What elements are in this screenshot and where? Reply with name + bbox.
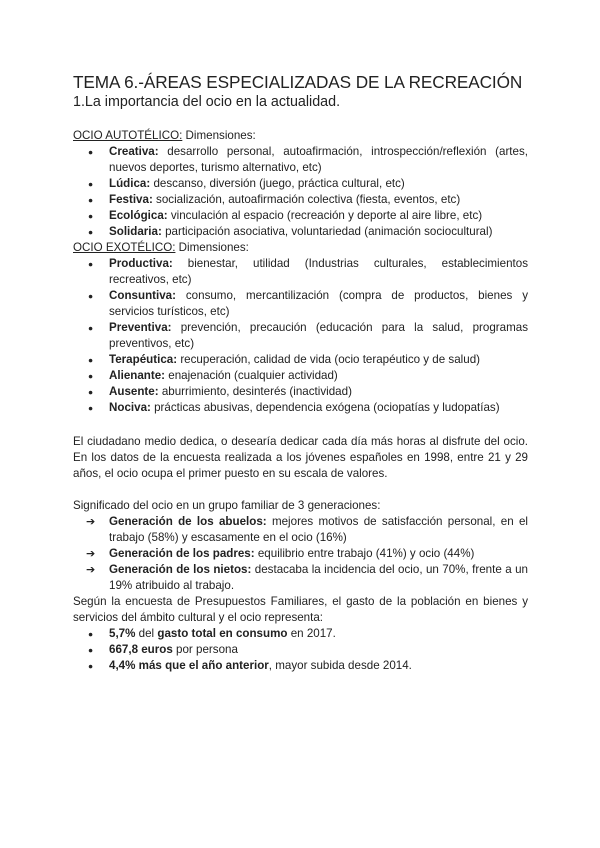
list-item: ● Ecológica: vinculación al espacio (recreación y deporte al aire libre, etc) (88, 209, 483, 222)
list-item: ● Solidaria: participación asociativa, voluntariedad (animación sociocultural) (88, 225, 493, 238)
bullet-icon: ● (88, 355, 94, 365)
list-item: ● 4,4% más que el año anterior, mayor subida desde 2014. (88, 659, 412, 672)
bullet-icon: ● (88, 387, 94, 397)
bullet-icon: ● (88, 195, 94, 205)
bullet-icon: ● (88, 323, 94, 333)
list-item: ● Terapéutica: recuperación, calidad de vida (ocio terapéutico y de salud) (88, 353, 480, 366)
list-item: ➔ Generación de los nietos: destacaba la incidencia del ocio, un 70%, frente a un 19% atribuido al trabajo. (86, 563, 528, 592)
exotelico-heading: OCIO EXOTÉLICO: Dimensiones: (73, 241, 249, 254)
exotelico-list (73, 256, 528, 416)
bullet-icon: ● (88, 227, 94, 237)
arrow-right-icon: ➔ (86, 564, 96, 576)
arrow-right-icon: ➔ (86, 548, 96, 560)
bullet-icon: ● (88, 403, 94, 413)
page-title: TEMA 6.-ÁREAS ESPECIALIZADAS DE LA RECREACIÓN (73, 72, 523, 92)
paragraph-jovenes (73, 434, 528, 482)
list-item: ➔ Generación de los abuelos: mejores motivos de satisfacción personal, en el trabajo (58%) y escasamente en el ocio (16%) (86, 515, 528, 544)
body-paragraph: Según la encuesta de Presupuestos Familiares, el gasto de la población en bienes y servicios del ámbito cultural y el ocio representa: (73, 595, 528, 624)
bullet-icon: ● (88, 211, 94, 221)
bullet-icon: ● (88, 629, 94, 639)
list-item: ● Festiva: socialización, autoafirmación colectiva (fiesta, eventos, etc) (88, 193, 461, 206)
bullet-icon: ● (88, 147, 94, 157)
autotelico-heading: OCIO AUTOTÉLICO: Dimensiones: (73, 129, 256, 142)
generaciones-list (73, 514, 528, 594)
bullet-icon: ● (88, 259, 94, 269)
body-paragraph: Significado del ocio en un grupo familiar de 3 generaciones: (73, 499, 381, 512)
arrow-right-icon: ➔ (86, 516, 96, 528)
list-item: ● 667,8 euros por persona (88, 643, 238, 656)
gasto-list (73, 626, 528, 674)
autotelico-list (73, 144, 528, 240)
bullet-icon: ● (88, 371, 94, 381)
autotelico-section (73, 128, 528, 416)
list-item: ● Ausente: aburrimiento, desinterés (inactividad) (88, 385, 352, 398)
generaciones-section (73, 498, 528, 674)
body-paragraph: El ciudadano medio dedica, o desearía dedicar cada día más horas al disfrute del ocio. En los datos de la encuesta realizada a los jóvenes españoles en 1998, entre 21 y 29 años, el ocio ocupa el primer puesto en su escala de valores. (73, 435, 528, 480)
list-item: ● Nociva: prácticas abusivas, dependencia exógena (ociopatías y ludopatías) (88, 401, 500, 414)
list-item: ● Lúdica: descanso, diversión (juego, práctica cultural, etc) (88, 177, 405, 190)
list-item: ● Creativa: desarrollo personal, autoafirmación, introspección/reflexión (artes, nuevos deportes, turismo alternativo, etc) (88, 145, 528, 174)
bullet-icon: ● (88, 291, 94, 301)
list-item: ➔ Generación de los padres: equilibrio entre trabajo (41%) y ocio (44%) (86, 547, 475, 560)
list-item: ● Alienante: enajenación (cualquier actividad) (88, 369, 338, 382)
list-item: ● 5,7% del gasto total en consumo en 2017. (88, 627, 336, 640)
bullet-icon: ● (88, 645, 94, 655)
section-subtitle: 1.La importancia del ocio en la actualidad. (73, 94, 341, 110)
list-item: ● Preventiva: prevención, precaución (educación para la salud, programas preventivos, etc) (88, 321, 528, 350)
bullet-icon: ● (88, 179, 94, 189)
list-item: ● Productiva: bienestar, utilidad (Industrias culturales, establecimientos recreativos, etc) (88, 257, 528, 286)
bullet-icon: ● (88, 661, 94, 671)
list-item: ● Consuntiva: consumo, mercantilización (compra de productos, bienes y servicios turísticos, etc) (88, 289, 528, 318)
